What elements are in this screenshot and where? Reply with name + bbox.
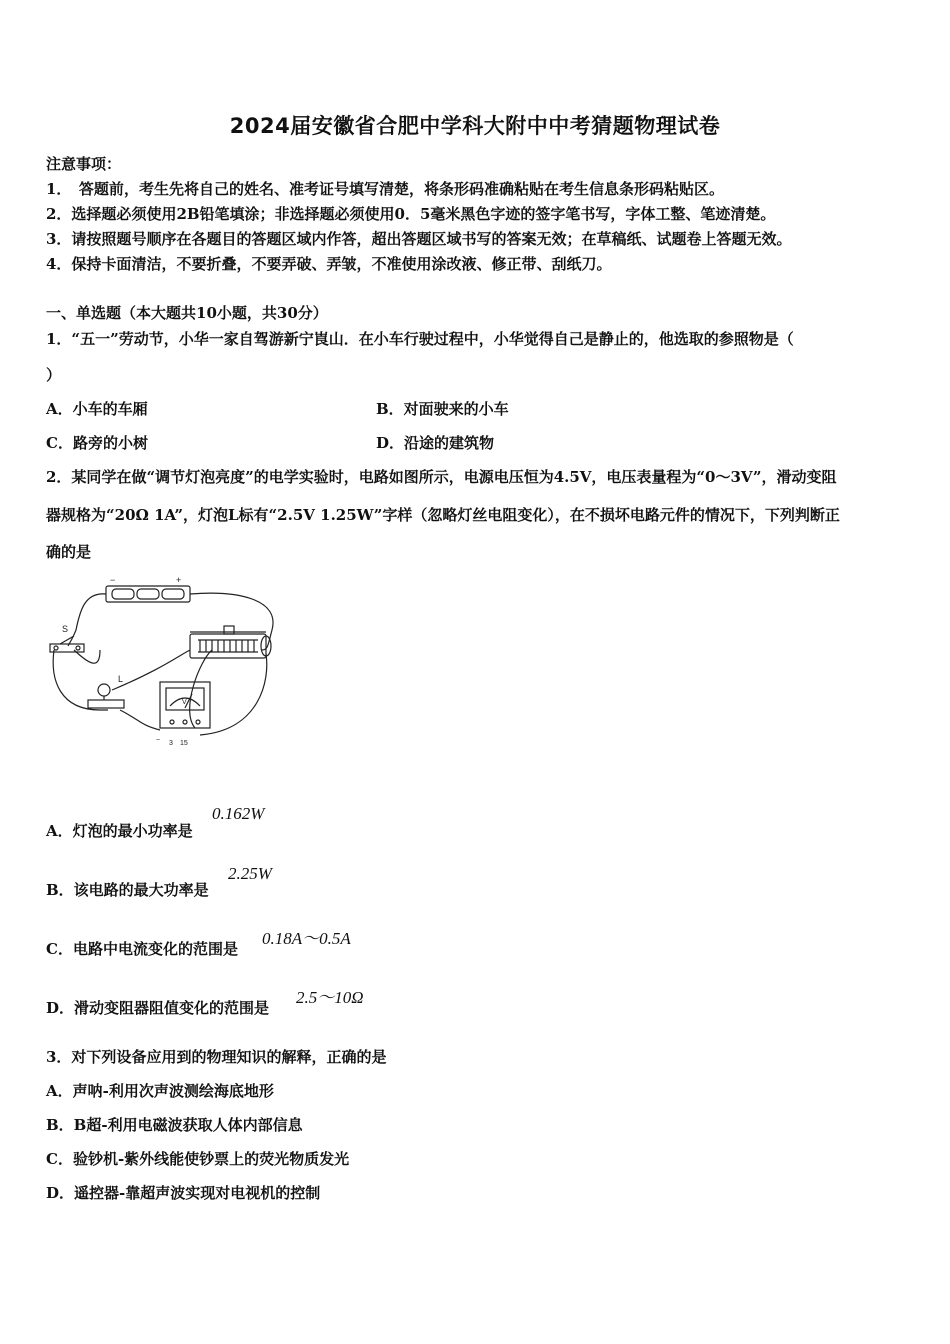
label-term-minus: − (156, 737, 161, 744)
label-l: L (118, 674, 124, 684)
q2-option-a-value: 0.162W (212, 804, 265, 823)
q2-option-d (46, 997, 269, 1018)
q2-stem-line3: 确的是 (46, 543, 92, 561)
q1-stem-line1: 1．“五一”劳动节，小华一家自驾游新宁崀山．在小车行驶过程中，小华觉得自己是静止的，他选取的参照物是（ (46, 330, 794, 348)
lamp-icon (88, 700, 124, 708)
q2-option-c (46, 938, 238, 959)
q1-stem-line2: ） (46, 366, 62, 384)
notice-heading: 注意事项： (46, 155, 122, 173)
q1-option-b: B．对面驶来的小车 (376, 400, 509, 418)
section-heading: 一、单选题（本大题共10小题，共30分） (46, 304, 328, 322)
q2-option-b-value: 2.25W (228, 864, 272, 883)
q2-stem-line2: 器规格为“20Ω 1A”，灯泡L标有“2.5V 1.25W”字样（忽略灯丝电阻变化），在不损坏电路元件的情况下，下列判断正 (46, 506, 840, 524)
notice-item-3: 3．请按照题号顺序在各题目的答题区域内作答，超出答题区域书写的答案无效；在草稿纸、试题卷上答题无效。 (46, 230, 792, 248)
q3-option-d: D．遥控器-靠超声波实现对电视机的控制 (46, 1184, 321, 1202)
q3-stem: 3．对下列设备应用到的物理知识的解释，正确的是 (46, 1048, 387, 1066)
q2-option-d-label: D．滑动变阻器阻值变化的范围是 (46, 999, 270, 1017)
circuit-diagram (40, 570, 290, 760)
q2-option-c-label: C．电路中电流变化的范围是 (46, 940, 238, 958)
label-s: S (62, 624, 69, 634)
q2-option-d-value: 2.5～10Ω (296, 988, 364, 1007)
q2-stem-line1: 2．某同学在做“调节灯泡亮度”的电学实验时，电路如图所示，电源电压恒为4.5V，电压表量程为“0～3V”，滑动变阻 (46, 468, 837, 486)
q2-option-c-value: 0.18A～0.5A (262, 929, 351, 948)
label-term-15: 15 (180, 740, 188, 747)
label-minus: − (110, 575, 116, 585)
q2-option-a (46, 820, 193, 841)
switch-icon (50, 644, 84, 652)
label-v: V (182, 699, 187, 706)
q2-option-b (46, 879, 209, 900)
q2-option-a-label: A．灯泡的最小功率是 (46, 822, 193, 840)
label-plus: + (176, 575, 182, 585)
label-term-3: 3 (169, 740, 173, 747)
notice-item-2: 2．选择题必须使用2B铅笔填涂；非选择题必须使用0．5毫米黑色字迹的签字笔书写，字体工整、笔迹清楚。 (46, 205, 776, 223)
q3-option-b: B．B超-利用电磁波获取人体内部信息 (46, 1116, 303, 1134)
notice-item-1: 1． 答题前，考生先将自己的姓名、准考证号填写清楚，将条形码准确粘贴在考生信息条形码粘贴区。 (46, 180, 724, 198)
q2-option-b-label: B．该电路的最大功率是 (46, 881, 209, 899)
q3-option-a: A．声呐-利用次声波测绘海底地形 (46, 1082, 274, 1100)
q1-option-c: C．路旁的小树 (46, 434, 148, 452)
q1-option-a: A．小车的车厢 (46, 400, 148, 418)
q3-option-c: C．验钞机-紫外线能使钞票上的荧光物质发光 (46, 1150, 350, 1168)
page-title: 2024届安徽省合肥中学科大附中中考猜题物理试卷 (229, 114, 721, 138)
notice-item-4: 4．保持卡面清洁，不要折叠，不要弄破、弄皱，不准使用涂改液、修正带、刮纸刀。 (46, 255, 612, 273)
q1-option-d: D．沿途的建筑物 (376, 434, 495, 452)
